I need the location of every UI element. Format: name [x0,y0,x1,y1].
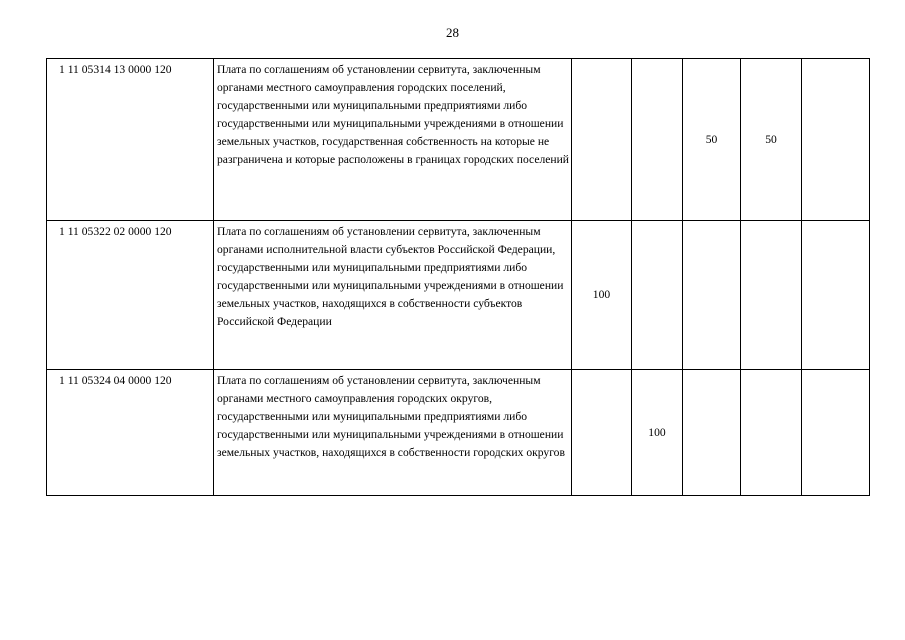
value-cell [632,221,683,370]
value-cell [572,59,632,221]
table-row [47,59,870,221]
value-cell [741,221,802,370]
revenue-description: Плата по соглашениям об установлении сервитута, заключенным органами местного самоуправления городских поселений, государственными или муниципальными предприятиями либо государственными или муниципальными учреждениями в отношении земельных участков, государственная собственность на которые не разграничена и которые расположены в границах городских поселений [214,59,572,221]
value-cell [802,59,870,221]
value-cell: 100 [572,221,632,370]
revenue-code: 1 11 05322 02 0000 120 [47,221,214,370]
revenue-table [46,58,870,496]
revenue-code: 1 11 05324 04 0000 120 [47,370,214,496]
revenue-code: 1 11 05314 13 0000 120 [47,59,214,221]
value-cell [802,370,870,496]
value-cell [683,221,741,370]
table-row [47,370,870,496]
value-cell: 50 [741,59,802,221]
value-cell [632,59,683,221]
revenue-description: Плата по соглашениям об установлении сервитута, заключенным органами местного самоуправления городских округов, государственными или муниципальными предприятиями либо государственными или муниципальными учреждениями в отношении земельных участков, находящихся в собственности городских округов [214,370,572,496]
value-cell: 50 [683,59,741,221]
value-cell [572,370,632,496]
value-cell [802,221,870,370]
value-cell [741,370,802,496]
table-row [47,221,870,370]
page-number: 28 [446,25,459,40]
revenue-description: Плата по соглашениям об установлении сервитута, заключенным органами исполнительной власти субъектов Российской Федерации, государственными или муниципальными предприятиями либо государственными или муниципальными учреждениями в отношении земельных участков, находящихся в собственности субъектов Российской Федерации [214,221,572,370]
value-cell: 100 [632,370,683,496]
value-cell [683,370,741,496]
